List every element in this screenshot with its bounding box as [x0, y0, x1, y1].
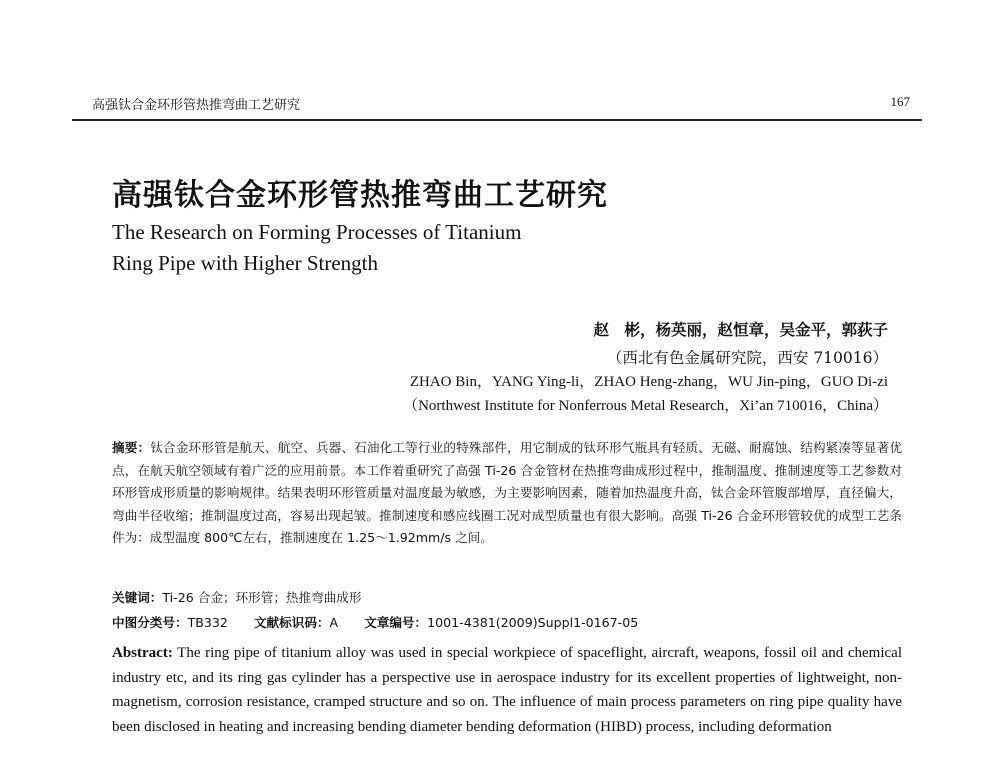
article-number-label: 文章编号： — [364, 615, 428, 630]
running-title: 高强钛合金环形管热推弯曲工艺研究 — [92, 98, 301, 113]
keywords — [112, 587, 361, 606]
english-title — [112, 217, 521, 279]
keywords-label: 关键词： — [112, 590, 163, 605]
english-abstract-label: Abstract: — [112, 645, 173, 661]
keywords-text: Ti-26 合金；环形管；热推弯曲成形 — [162, 590, 362, 605]
authors-chinese: 赵 彬，杨英丽，赵恒章，吴金平，郭荻子 — [593, 320, 888, 339]
chinese-abstract-label: 摘要： — [112, 440, 151, 455]
clc-value: TB332 — [187, 615, 228, 630]
page-number: 167 — [890, 94, 910, 109]
affiliation-english: （Northwest Institute for Nonferrous Metal Research，Xi’an 710016，China） — [403, 398, 888, 414]
classification-line — [112, 612, 638, 631]
english-abstract — [112, 641, 902, 739]
header-rule — [72, 119, 922, 121]
document-code-value: A — [329, 615, 339, 630]
english-title-line-1: The Research on Forming Processes of Titanium — [112, 220, 522, 244]
english-title-line-2: Ring Pipe with Higher Strength — [112, 251, 378, 275]
english-abstract-text: The ring pipe of titanium alloy was used in special workpiece of spaceflight, aircraft, weapons, fossil oil and chemical industry etc, and its ring gas cylinder has a perspective use in aerospace industry for its excellent properties of lightweight, non-magnetism, corrosion resistance, cramped structure and so on. The influence of main process parameters on ring pipe quality have been disclosed in heating and increasing bending diameter bending deformation (HIBD) process, including deformation — [112, 645, 902, 735]
clc-label: 中图分类号： — [112, 615, 188, 630]
chinese-abstract — [112, 437, 902, 550]
chinese-title: 高强钛合金环形管热推弯曲工艺研究 — [112, 178, 608, 213]
affiliation-chinese: （西北有色金属研究院，西安 710016） — [606, 349, 888, 367]
chinese-abstract-text: 钛合金环形管是航天、航空、兵器、石油化工等行业的特殊部件，用它制成的钛环形气瓶具有轻质、无磁、耐腐蚀、结构紧凑等显著优点，在航天航空领域有着广泛的应用前景。本工作着重研究了高强 Ti-26 合金管材在热推弯曲成形过程中，推制温度、推制速度等工艺参数对环形管成形质量的影响规律。结果表明环形管质量对温度最为敏感，为主要影响因素，随着加热温度升高，钛合金环管腹部增厚，直径偏大，弯曲半径收缩；推制温度过高，容易出现起皱。推制速度和感应线圈工况对成型质量也有很大影响。高强 Ti-26 合金环形管较优的成型工艺条件为：成型温度 800℃左右，推制速度在 1.25～1.92mm/s 之间。 — [112, 440, 903, 545]
document-code-label: 文献标识码： — [253, 615, 330, 630]
authors-english: ZHAO Bin，YANG Ying-li，ZHAO Heng-zhang，WU Jin-ping，GUO Di-zi — [409, 374, 888, 390]
article-number-value: 1001-4381(2009)Suppl1-0167-05 — [427, 615, 639, 630]
